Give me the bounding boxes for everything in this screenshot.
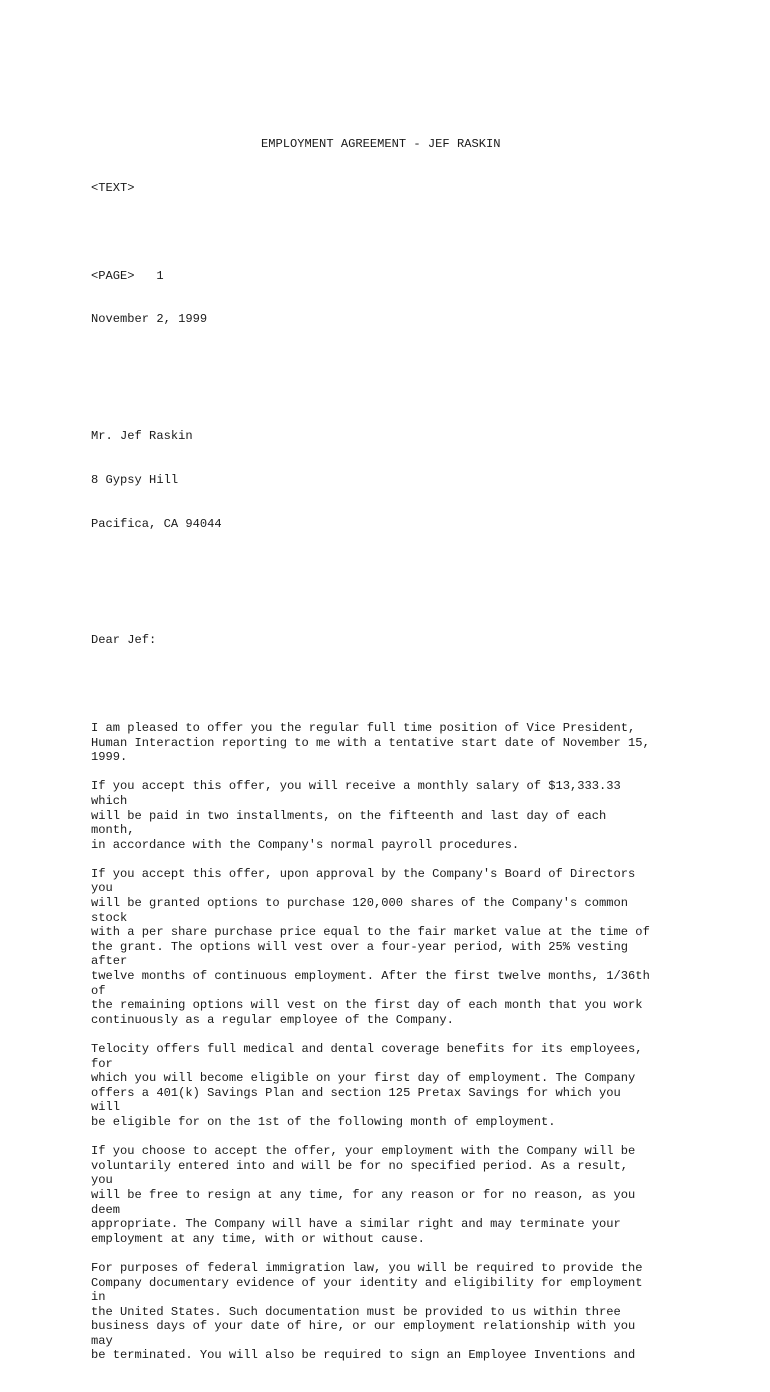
paragraph: [91, 721, 751, 765]
paragraph-line: in accordance with the Company's normal payroll procedures.: [91, 837, 520, 852]
paragraph-line: For purposes of federal immigration law, you will be required to provide the: [91, 1260, 643, 1275]
document-title: EMPLOYMENT AGREEMENT - JEF RASKIN: [261, 137, 501, 152]
text-tag: <TEXT>: [91, 180, 135, 195]
paragraph-line: Human Interaction reporting to me with a tentative start date of November 15,: [91, 735, 650, 750]
paragraph-line: appropriate. The Company will have a similar right and may terminate your: [91, 1217, 621, 1232]
paragraph-line: Company documentary evidence of your identity and eligibility for employment: [91, 1275, 643, 1290]
paragraph-line: deem: [91, 1202, 121, 1217]
paragraph-line: Telocity offers full medical and dental coverage benefits for its employees,: [91, 1042, 643, 1056]
paragraph-line: after: [91, 954, 128, 969]
paragraph-line: you: [91, 881, 113, 896]
paragraph-line: you: [91, 1173, 113, 1188]
paragraph-line: voluntarily entered into and will be for no specified period. As a result,: [91, 1158, 629, 1173]
address-line: Mr. Jef Raskin: [91, 429, 193, 444]
paragraph-line: the remaining options will vest on the first day of each month that you work: [91, 998, 643, 1013]
paragraph-line: which you will become eligible on your first day of employment. The Company: [91, 1071, 636, 1086]
paragraph-line: in: [91, 1290, 106, 1305]
paragraph-line: for: [91, 1056, 113, 1071]
paragraph-line: If you accept this offer, upon approval by the Company's Board of Directors: [91, 866, 636, 881]
paragraph: [91, 1144, 751, 1246]
paragraph: [91, 1261, 751, 1363]
paragraph-line: If you accept this offer, you will receive a monthly salary of $13,333.33: [91, 779, 621, 794]
paragraph-line: which: [91, 793, 128, 808]
paragraph-line: of: [91, 983, 106, 998]
paragraph: [91, 1042, 751, 1130]
paragraph: [91, 779, 751, 852]
paragraph-line: I am pleased to offer you the regular full time position of Vice President,: [91, 720, 636, 735]
paragraph-line: may: [91, 1333, 113, 1348]
paragraph: [91, 867, 751, 1028]
paragraph-line: will be granted options to purchase 120,000 shares of the Company's common: [91, 896, 629, 911]
paragraph-line: will be paid in two installments, on the fifteenth and last day of each: [91, 808, 607, 823]
paragraph-line: be terminated. You will also be required to sign an Employee Inventions and: [91, 1348, 636, 1363]
recipient-address: [91, 400, 751, 561]
page-tag: <PAGE> 1: [91, 268, 164, 283]
paragraph-line: with a per share purchase price equal to the fair market value at the time of: [91, 925, 650, 940]
paragraph-line: offers a 401(k) Savings Plan and section 125 Pretax Savings for which you: [91, 1085, 621, 1100]
address-line: 8 Gypsy Hill: [91, 472, 179, 487]
paragraph-line: business days of your date of hire, or our employment relationship with you: [91, 1319, 636, 1334]
paragraph-line: will: [91, 1100, 121, 1115]
paragraph-line: the United States. Such documentation must be provided to us within three: [91, 1304, 621, 1319]
paragraph-line: continuously as a regular employee of the Company.: [91, 1012, 454, 1027]
salutation: Dear Jef:: [91, 633, 157, 648]
paragraph-line: 1999.: [91, 750, 128, 765]
paragraph-line: stock: [91, 910, 128, 925]
letter-paragraphs: [91, 721, 751, 1363]
paragraph-line: the grant. The options will vest over a four-year period, with 25% vesting: [91, 939, 629, 954]
paragraph-line: If you choose to accept the offer, your employment with the Company will be: [91, 1144, 636, 1159]
document-body: [91, 108, 751, 1392]
paragraph-line: employment at any time, with or without cause.: [91, 1231, 425, 1246]
letter-date: November 2, 1999: [91, 312, 208, 327]
paragraph-line: month,: [91, 823, 135, 838]
paragraph-line: will be free to resign at any time, for any reason or for no reason, as you: [91, 1187, 636, 1202]
address-line: Pacifica, CA 94044: [91, 516, 222, 531]
paragraph-line: twelve months of continuous employment. After the first twelve months, 1/36th: [91, 969, 650, 984]
paragraph-line: be eligible for on the 1st of the following month of employment.: [91, 1114, 556, 1129]
